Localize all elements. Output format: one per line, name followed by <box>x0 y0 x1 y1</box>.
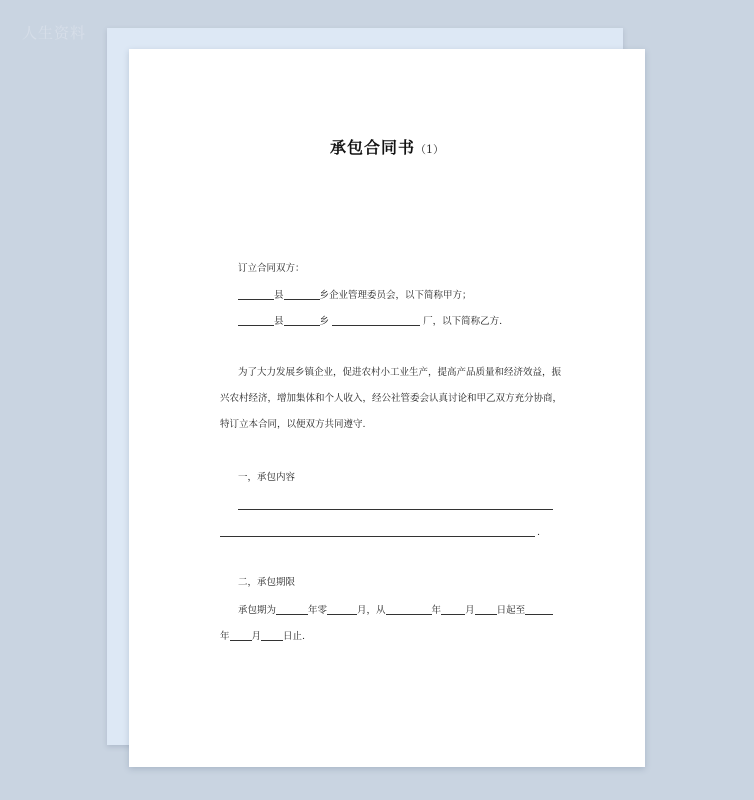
term-line-2: 年 月 日止. <box>220 631 306 642</box>
section-1-heading: 一，承包内容 <box>238 472 296 483</box>
section-1-end-mark: . <box>537 527 541 538</box>
blank-field <box>284 289 320 300</box>
blank-field <box>238 315 274 326</box>
blank-field <box>238 289 274 300</box>
document-title <box>129 135 645 158</box>
title-text: 承包合同书 <box>329 138 415 157</box>
blank-field <box>276 604 308 615</box>
preamble-line-2: 兴农村经济，增加集体和个人收入，经公社管委会认真讨论和甲乙双方充分协商， <box>220 393 563 404</box>
blank-field <box>441 604 465 615</box>
blank-field <box>525 604 553 615</box>
blank-field <box>475 604 497 615</box>
preamble-line-1: 为了大力发展乡镇企业，促进农村小工业生产，提高产品质量和经济效益，振 <box>238 367 562 378</box>
blank-field <box>284 315 320 326</box>
party-b-line: 县 乡 厂，以下简称乙方. <box>238 315 502 328</box>
blank-field <box>261 630 283 641</box>
parties-heading: 订立合同双方： <box>238 263 305 274</box>
section-2-heading: 二，承包期限 <box>238 577 296 588</box>
watermark-text: 人生资料 <box>22 24 87 42</box>
blank-field <box>386 604 432 615</box>
blank-line <box>238 509 553 510</box>
preamble-line-3: 特订立本合同，以便双方共同遵守. <box>220 419 366 430</box>
term-line-1: 承包期为 年零 月，从 年 月 日起至 <box>238 604 553 617</box>
blank-field <box>332 315 420 326</box>
party-a-line: 县 乡企业管理委员会，以下简称甲方； <box>238 289 472 302</box>
blank-line <box>220 536 535 537</box>
title-suffix: （1） <box>415 143 444 156</box>
blank-field <box>327 604 357 615</box>
blank-field <box>230 630 252 641</box>
document-page <box>129 49 645 767</box>
